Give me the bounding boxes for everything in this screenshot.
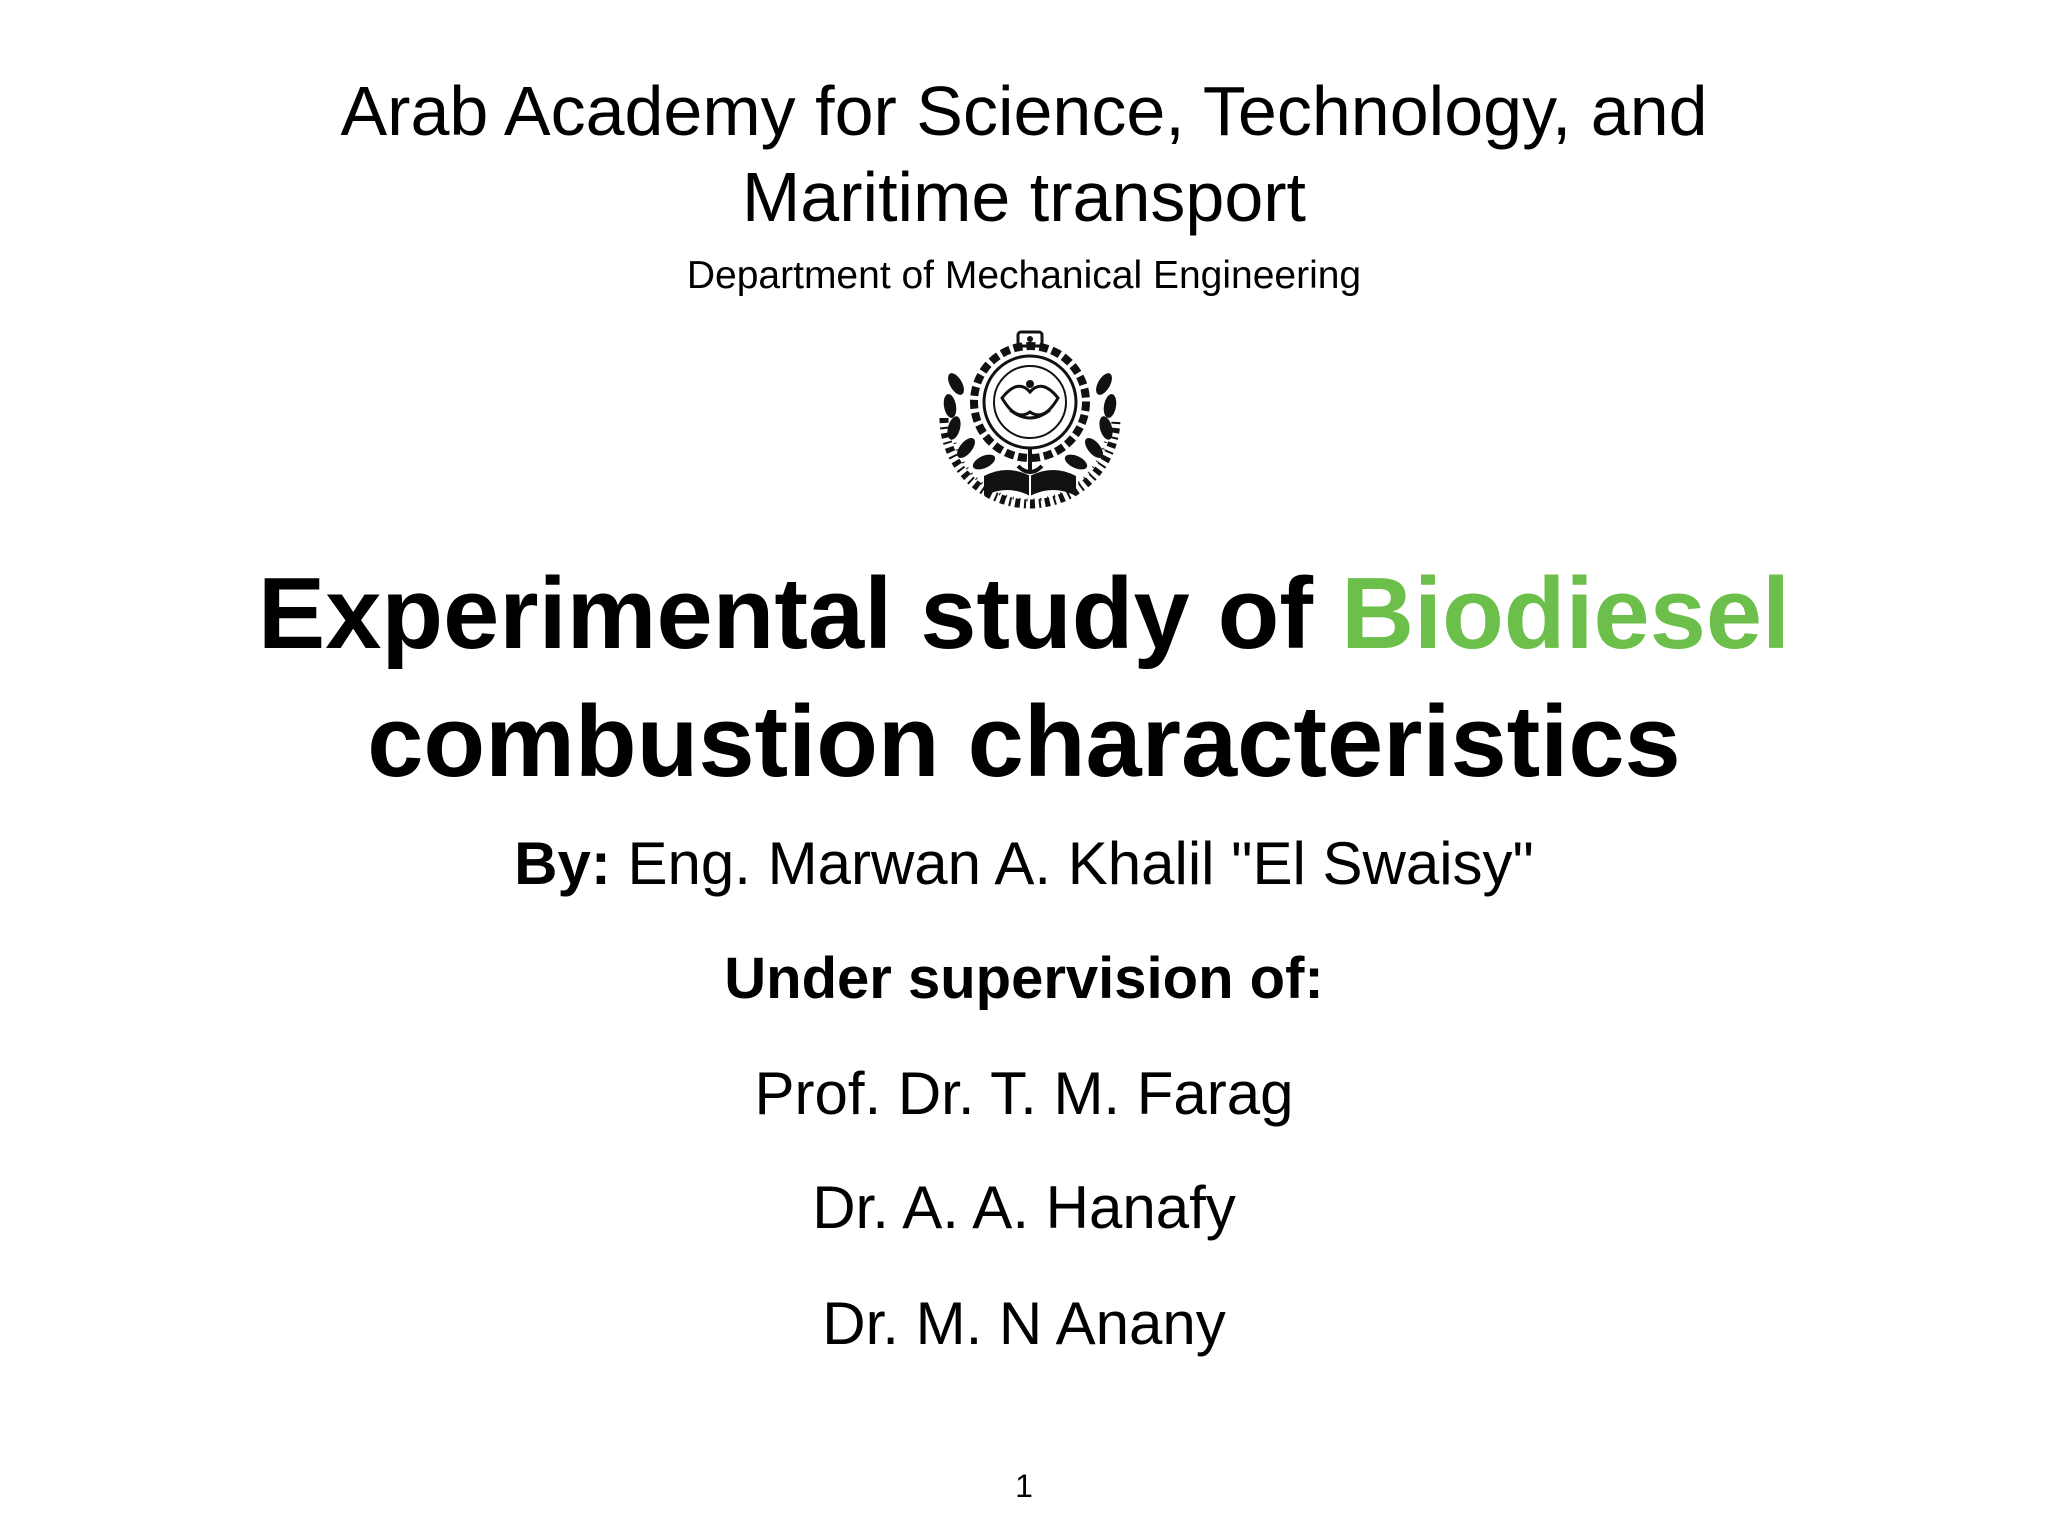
presentation-title bbox=[0, 550, 2048, 806]
institution-line-1: Arab Academy for Science, Technology, and bbox=[340, 72, 1708, 150]
title-line-2: combustion characteristics bbox=[367, 686, 1681, 798]
supervisor-name: Dr. M. N Anany bbox=[822, 1290, 1226, 1357]
department-name: Department of Mechanical Engineering bbox=[686, 254, 1362, 297]
author-name: Eng. Marwan A. Khalil "El Swaisy" bbox=[610, 830, 1534, 897]
academy-emblem-icon bbox=[922, 326, 1138, 536]
supervision-heading: Under supervision of: bbox=[724, 946, 1324, 1011]
title-line-1 bbox=[0, 550, 2048, 678]
page-number: 1 bbox=[1015, 1468, 1033, 1504]
supervisor-name: Prof. Dr. T. M. Farag bbox=[754, 1060, 1294, 1127]
supervisor-name: Dr. A. A. Hanafy bbox=[812, 1174, 1236, 1241]
institution-name bbox=[0, 68, 2048, 240]
title-prefix: Experimental study of bbox=[257, 558, 1342, 670]
title-highlight: Biodiesel bbox=[1341, 558, 1791, 670]
author-label: By: bbox=[514, 830, 611, 897]
author-line bbox=[0, 828, 2048, 900]
institution-line-2: Maritime transport bbox=[741, 158, 1307, 236]
